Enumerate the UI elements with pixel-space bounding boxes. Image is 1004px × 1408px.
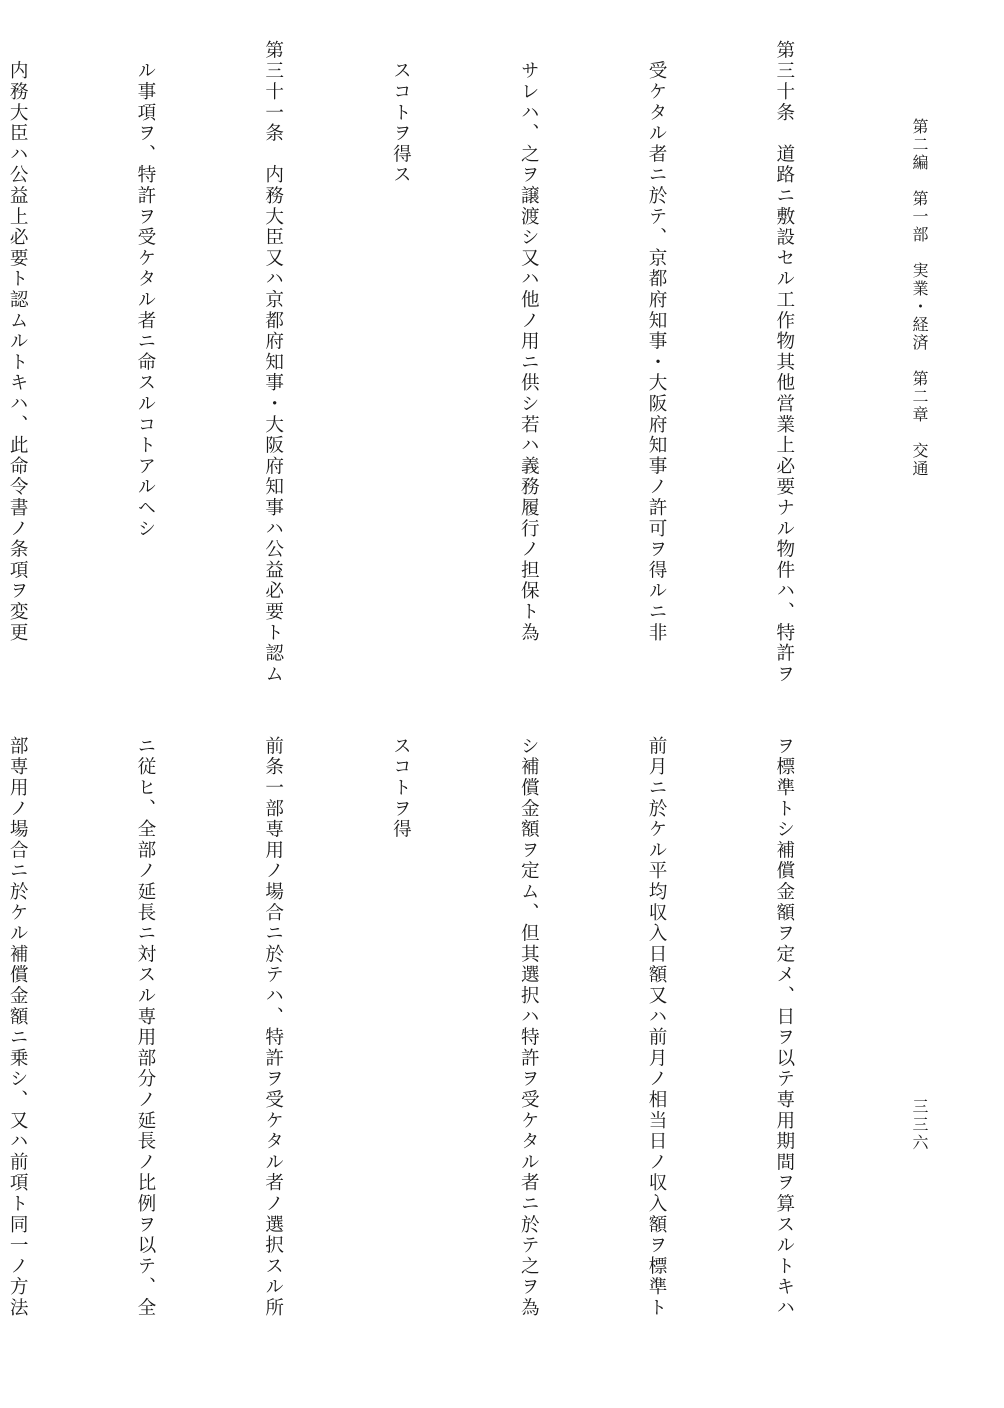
text-line: 部専用ノ場合ニ於ケル補償金額ニ乗シ、又ハ前項ト同一ノ方法 (7, 736, 29, 1319)
text-line: 受ケタル者ニ於テ、京都府知事・大阪府知事ノ許可ヲ得ルニ非 (646, 40, 668, 644)
text-line: サレハ、之ヲ譲渡シ又ハ他ノ用ニ供シ若ハ義務履行ノ担保ト為 (518, 40, 540, 644)
text-line: 前月ニ於ケル平均収入日額又ハ前月ノ相当日ノ収入額ヲ標準ト (646, 736, 668, 1319)
page-number: 三三六 (910, 1098, 929, 1152)
text-line: 第三十条 道路ニ敷設セル工作物其他営業上必要ナル物件ハ、特許ヲ (773, 40, 795, 685)
upper-text-block (0, 40, 890, 685)
text-line: 前条一部専用ノ場合ニ於テハ、特許ヲ受ケタル者ノ選択スル所 (262, 736, 284, 1319)
text-line: 内務大臣ハ公益上必要ト認ムルトキハ、此命令書ノ条項ヲ変更 (7, 40, 29, 644)
text-line: ヲ標準トシ補償金額ヲ定メ、日ヲ以テ専用期間ヲ算スルトキハ (773, 736, 795, 1319)
text-line: ル事項ヲ、特許ヲ受ケタル者ニ命スルコトアルヘシ (134, 40, 156, 540)
text-line: スコトヲ得ス (390, 40, 412, 186)
running-header: 第二編 第一部 実業・経済 第二章 交通 (910, 118, 929, 478)
text-line: 第三十一条 内務大臣又ハ京都府知事・大阪府知事ハ公益必要ト認ム (262, 40, 284, 685)
text-line: ニ従ヒ、全部ノ延長ニ対スル専用部分ノ延長ノ比例ヲ以テ、全 (134, 736, 156, 1319)
text-line: スコトヲ得 (390, 736, 412, 840)
lower-text-block (0, 736, 890, 1376)
text-line: シ補償金額ヲ定ム、但其選択ハ特許ヲ受ケタル者ニ於テ之ヲ為 (518, 736, 540, 1319)
